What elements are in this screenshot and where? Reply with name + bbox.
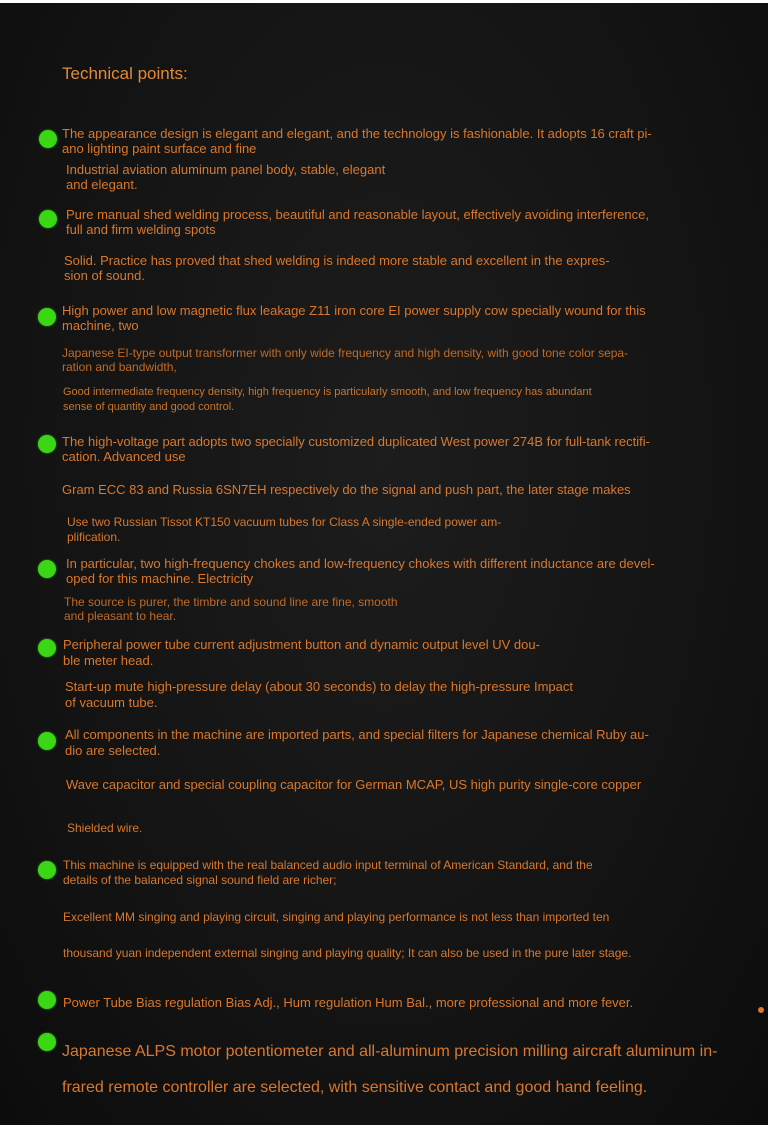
text-line: thousand yuan independent external singing and playing quality; It can also be used in the pure later stage.: [63, 946, 632, 960]
text-line: ble meter head.: [63, 653, 154, 668]
text-line: sense of quantity and good control.: [63, 401, 235, 413]
page-title: Technical points:: [62, 64, 188, 83]
text-line: Start-up mute high-pressure delay (about 30 seconds) to delay the high-pressure Impact: [65, 679, 573, 694]
green-dot-icon: [38, 991, 56, 1009]
text-line: Solid. Practice has proved that shed welding is indeed more stable and excellent in the expres-: [64, 253, 610, 268]
text-line: The high-voltage part adopts two specially customized duplicated West power 274B for full-tank rectifi-: [62, 434, 650, 449]
text-line: Use two Russian Tissot KT150 vacuum tubes for Class A single-ended power am-: [67, 515, 502, 529]
green-dot-icon: [38, 435, 56, 453]
text-line: and elegant.: [66, 177, 138, 192]
text-line: Gram ECC 83 and Russia 6SN7EH respectively do the signal and push part, the later stage makes: [62, 482, 631, 497]
text-line: details of the balanced signal sound field are richer;: [63, 873, 337, 887]
text-line: Japanese EI-type output transformer with only wide frequency and high density, with good tone color sepa-: [62, 346, 629, 360]
green-dot-icon: [38, 1033, 56, 1051]
text-line: High power and low magnetic flux leakage Z11 iron core EI power supply cow specially wound for this: [62, 303, 646, 318]
text-line: Excellent MM singing and playing circuit, singing and playing performance is not less than imported ten: [63, 910, 610, 924]
text-line: Shielded wire.: [67, 821, 143, 835]
text-line: In particular, two high-frequency chokes and low-frequency chokes with different inductance are devel-: [66, 556, 655, 571]
spec-page: [0, 3, 768, 1125]
text-line: ration and bandwidth,: [62, 360, 177, 374]
text-line: All components in the machine are imported parts, and special filters for Japanese chemical Ruby au-: [65, 727, 649, 742]
text-line: This machine is equipped with the real balanced audio input terminal of American Standard, and the: [63, 858, 593, 872]
text-line: frared remote controller are selected, with sensitive contact and good hand feeling.: [62, 1079, 648, 1096]
green-dot-icon: [38, 732, 56, 750]
text-line: Industrial aviation aluminum panel body, stable, elegant: [66, 162, 386, 177]
text-line: The source is purer, the timbre and sound line are fine, smooth: [64, 595, 398, 609]
text-line: Power Tube Bias regulation Bias Adj., Hum regulation Hum Bal., more professional and more fever.: [63, 995, 634, 1010]
text-line: machine, two: [62, 318, 139, 333]
green-dot-icon: [38, 639, 56, 657]
text-line: sion of sound.: [64, 268, 145, 283]
text-line: Wave capacitor and special coupling capacitor for German MCAP, US high purity single-core copper: [66, 777, 642, 792]
text-line: Pure manual shed welding process, beautiful and reasonable layout, effectively avoiding interference,: [66, 207, 649, 222]
text-line: oped for this machine. Electricity: [66, 571, 254, 586]
green-dot-icon: [38, 861, 56, 879]
text-line: Japanese ALPS motor potentiometer and all-aluminum precision milling aircraft aluminum in-: [62, 1043, 718, 1060]
text-line: plification.: [67, 530, 121, 544]
decorative-speck: [758, 1007, 764, 1013]
text-line: Good intermediate frequency density, high frequency is particularly smooth, and low frequency has abundant: [63, 386, 592, 398]
text-line: cation. Advanced use: [62, 449, 186, 464]
green-dot-icon: [38, 560, 56, 578]
green-dot-icon: [39, 130, 57, 148]
text-line: full and firm welding spots: [66, 222, 216, 237]
text-line: Peripheral power tube current adjustment button and dynamic output level UV dou-: [63, 637, 540, 652]
text-line: of vacuum tube.: [65, 695, 158, 710]
text-line: The appearance design is elegant and elegant, and the technology is fashionable. It adopts 16 craft pi-: [62, 126, 652, 141]
green-dot-icon: [39, 210, 57, 228]
text-line: ano lighting paint surface and fine: [62, 141, 257, 156]
text-line: dio are selected.: [65, 743, 161, 758]
text-line: and pleasant to hear.: [64, 609, 177, 623]
green-dot-icon: [38, 308, 56, 326]
